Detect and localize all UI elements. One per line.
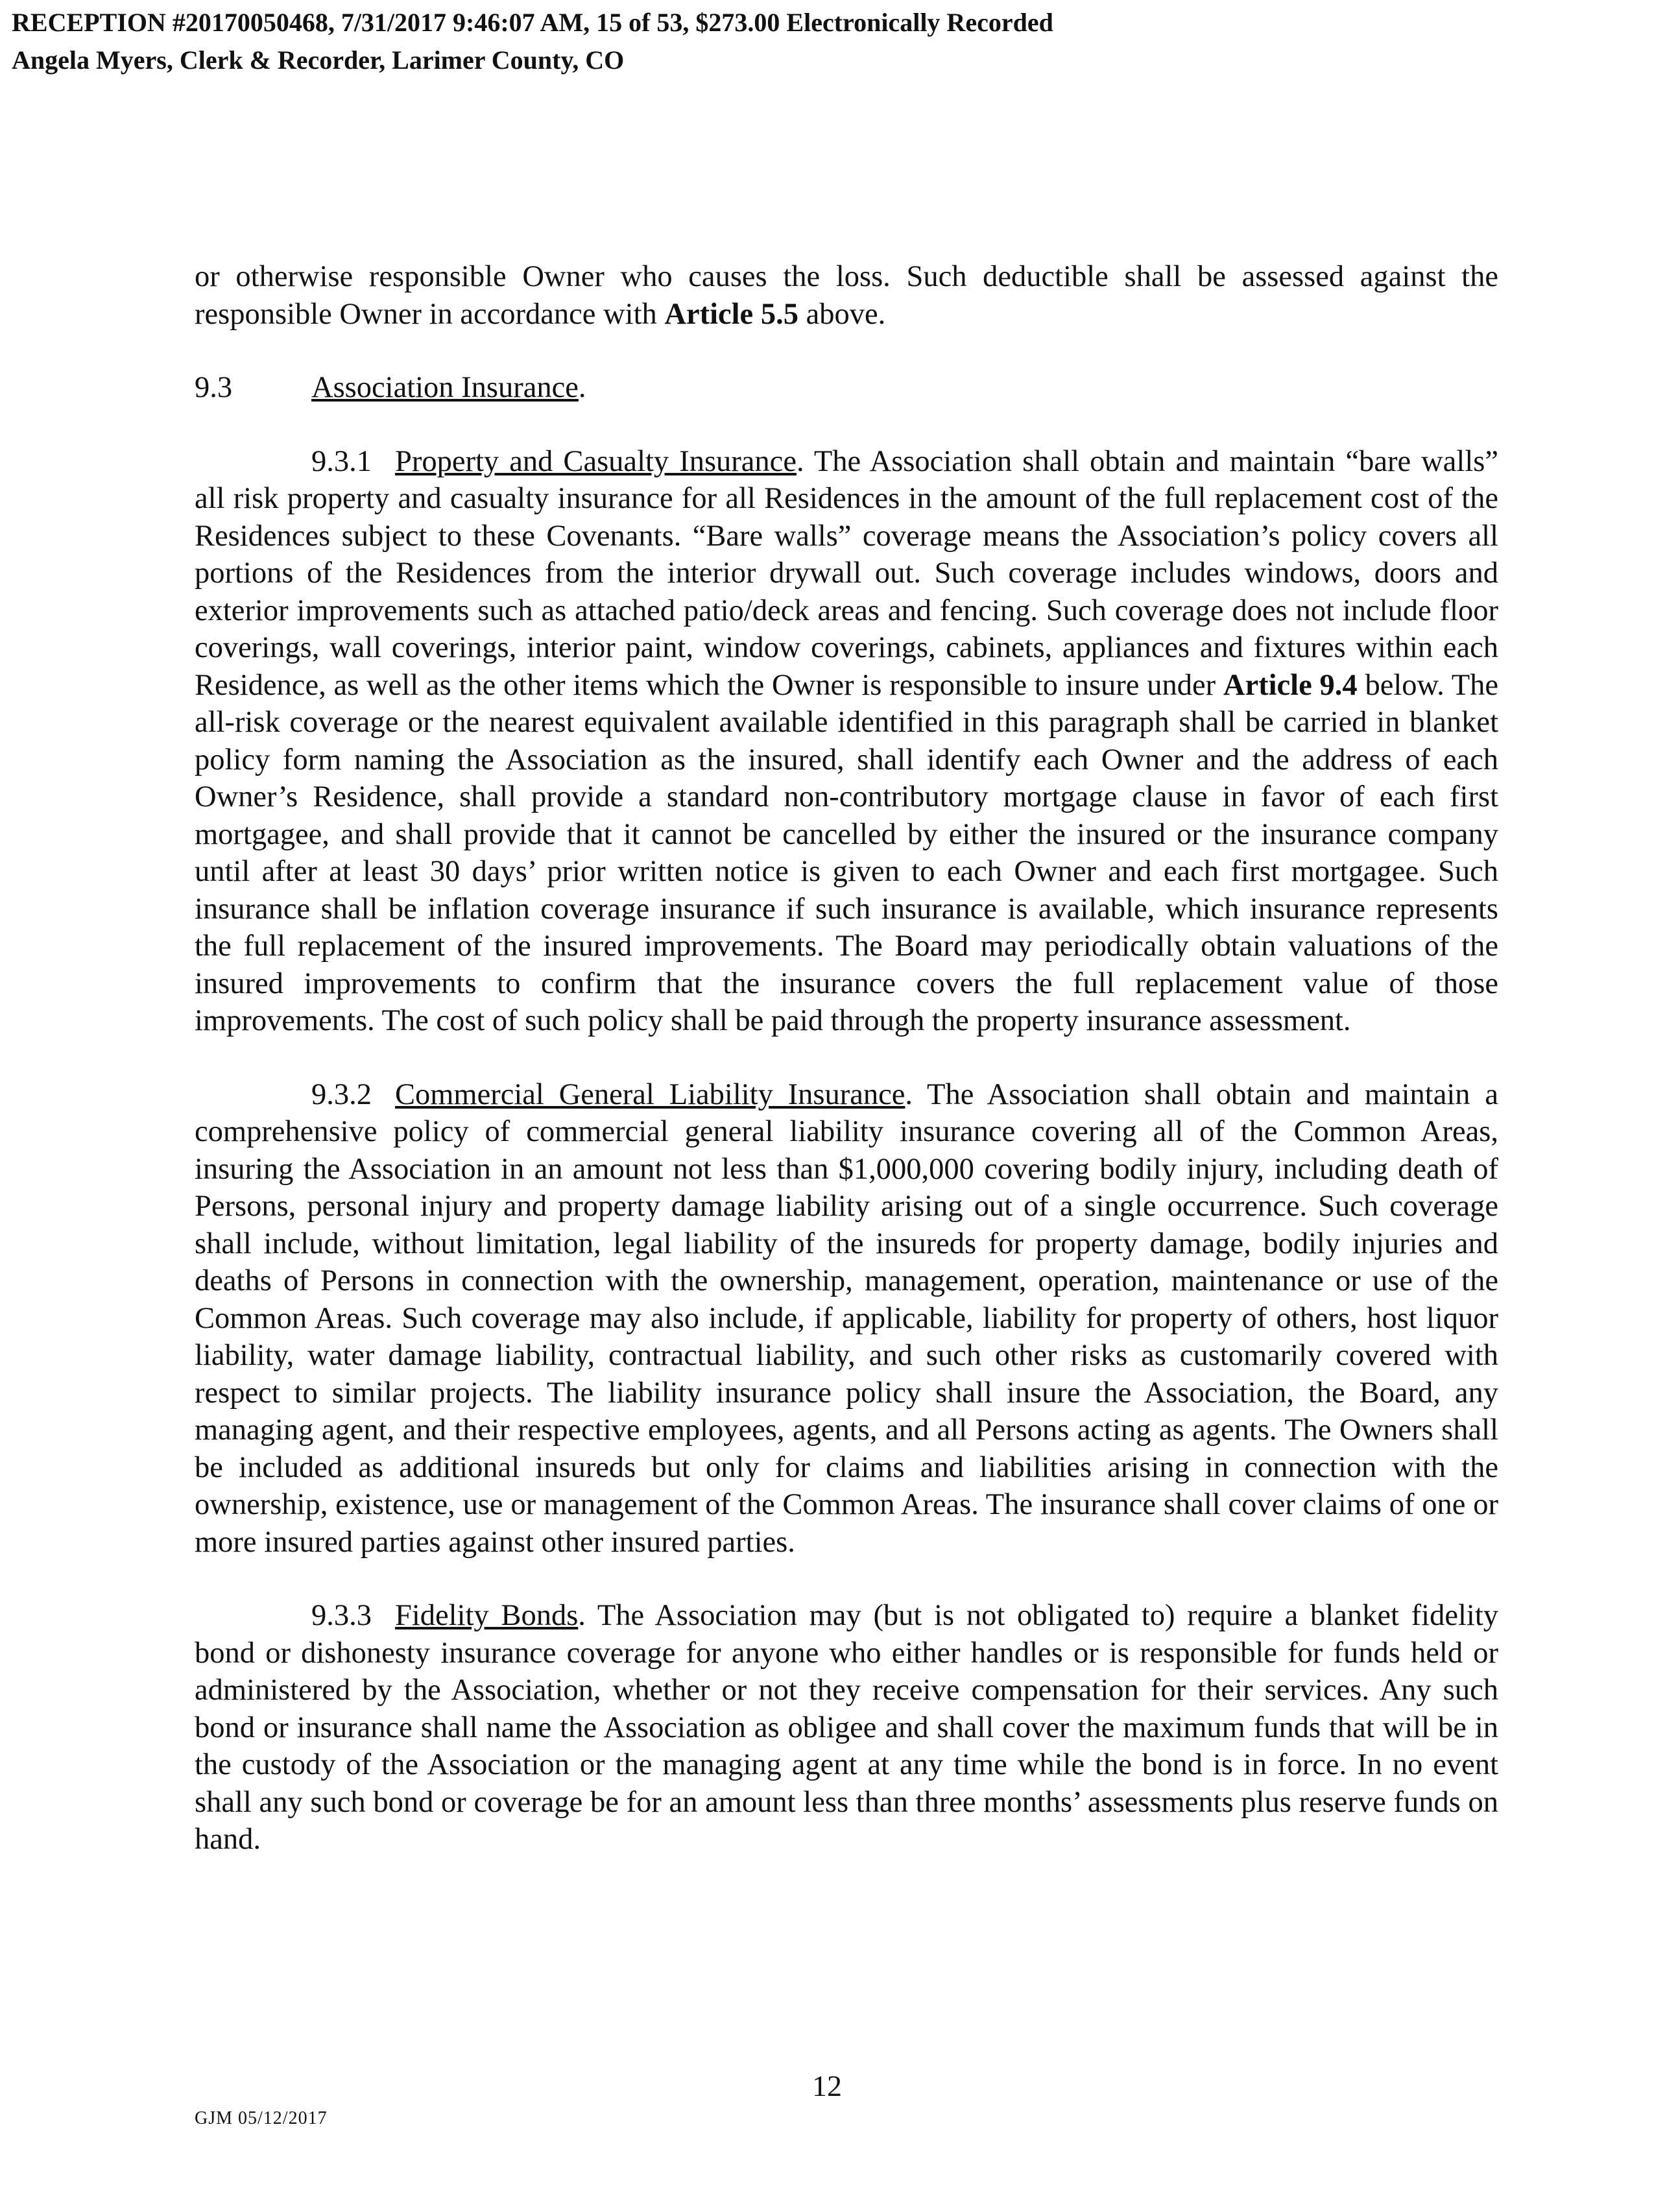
article-9-4-reference: Article 9.4 (1223, 668, 1358, 702)
page-number: 12 (812, 2069, 842, 2102)
section-9-3-2-text: . The Association shall obtain and maintain a comprehensive policy of commercial general liability insurance covering all of the Common Areas, insuring the Association in an amount not less than $1,000,000 covering bodily injury, including death of Persons, personal injury and property damage liability arising out of a single occurrence. Such coverage shall include, without limitation, legal liability of the insureds for property damage, bodily injuries and deaths of Persons in connection with the ownership, management, operation, maintenance or use of the Common Areas. Such coverage may also include, if applicable, liability for property of others, host liquor liability, water damage liability, contractual liability, and such other risks as customarily covered with respect to similar projects. The liability insurance policy shall insure the Association, the Board, any managing agent, and their respective employees, agents, and all Persons acting as agents. The Owners shall be included as additional insureds but only for claims and liabilities arising in connection with the ownership, existence, use or management of the Common Areas. The insurance shall cover claims of one or more insured parties against other insured parties. (195, 1077, 1498, 1559)
section-9-3-3-paragraph (195, 1597, 1498, 1858)
section-9-3-2-title: Commercial General Liability Insurance (395, 1077, 905, 1111)
continuation-text-b: above. (798, 297, 886, 331)
recording-clerk-line: Angela Myers, Clerk & Recorder, Larimer County, CO (12, 45, 625, 75)
section-9-3-1-paragraph (195, 443, 1498, 1040)
section-9-3-title: Association Insurance (311, 371, 579, 404)
section-9-3-1-title: Property and Casualty Insurance (395, 444, 797, 478)
section-9-3-1-text-b: below. The all-risk coverage or the nearest equivalent available identified in this paragraph shall be carried in blanket policy form naming the Association as the insured, shall identify each Owner and the address of each Owner’s Residence, shall provide a standard non-contributory mortgage clause in favor of each first mortgagee, and shall provide that it cannot be cancelled by either the insured or the insurance company until after at least 30 days’ prior written notice is given to each Owner and each first mortgagee. Such insurance shall be inflation coverage insurance if such insurance is available, which insurance represents the full replacement of the insured improvements. The Board may periodically obtain valuations of the insured improvements to confirm that the insurance covers the full replacement value of those improvements. The cost of such policy shall be paid through the property insurance assessment. (195, 668, 1498, 1037)
section-9-3-2-paragraph (195, 1076, 1498, 1561)
section-9-3-3-title: Fidelity Bonds (395, 1599, 579, 1632)
section-9-3-heading (195, 369, 1498, 407)
section-9-3-1-number: 9.3.1 (311, 444, 372, 478)
section-9-3-3-text: . The Association may (but is not obligated to) require a blanket fidelity bond or dishonesty insurance coverage for anyone who either handles or is responsible for funds held or administered by the Association, whether or not they receive compensation for their services. Any such bond or insurance shall name the Association as obligee and shall cover the maximum funds that will be in the custody of the Association or the managing agent at any time while the bond is in force. In no event shall any such bond or coverage be for an amount less than three months’ assessments plus reserve funds on hand. (195, 1599, 1498, 1856)
section-9-3-1-text-a: . The Association shall obtain and maintain “bare walls” all risk property and casualty insurance for all Residences in the amount of the full replacement cost of the Residences subject to these Covenants. “Bare walls” coverage means the Association’s policy covers all portions of the Residences from the interior drywall out. Such coverage includes windows, doors and exterior improvements such as attached patio/deck areas and fencing. Such coverage does not include floor coverings, wall coverings, interior paint, window coverings, cabinets, appliances and fixtures within each Residence, as well as the other items which the Owner is responsible to insure under (195, 444, 1498, 702)
document-code: GJM 05/12/2017 (195, 2108, 328, 2128)
section-9-3-2-number: 9.3.2 (311, 1077, 372, 1111)
continuation-text-a: or otherwise responsible Owner who causes the loss. Such deductible shall be assessed against the responsible Owner in accordance with (195, 260, 1498, 331)
recording-reception-line: RECEPTION #20170050468, 7/31/2017 9:46:07 AM, 15 of 53, $273.00 Electronically Recorded (12, 8, 1053, 37)
recording-stamp (12, 4, 1053, 79)
section-9-3-3-number: 9.3.3 (311, 1599, 372, 1632)
section-9-3-number: 9.3 (195, 371, 233, 404)
continuation-paragraph (195, 258, 1498, 333)
article-5-5-reference: Article 5.5 (664, 297, 798, 331)
document-body (195, 258, 1498, 1895)
section-9-3-title-end: . (578, 371, 586, 404)
